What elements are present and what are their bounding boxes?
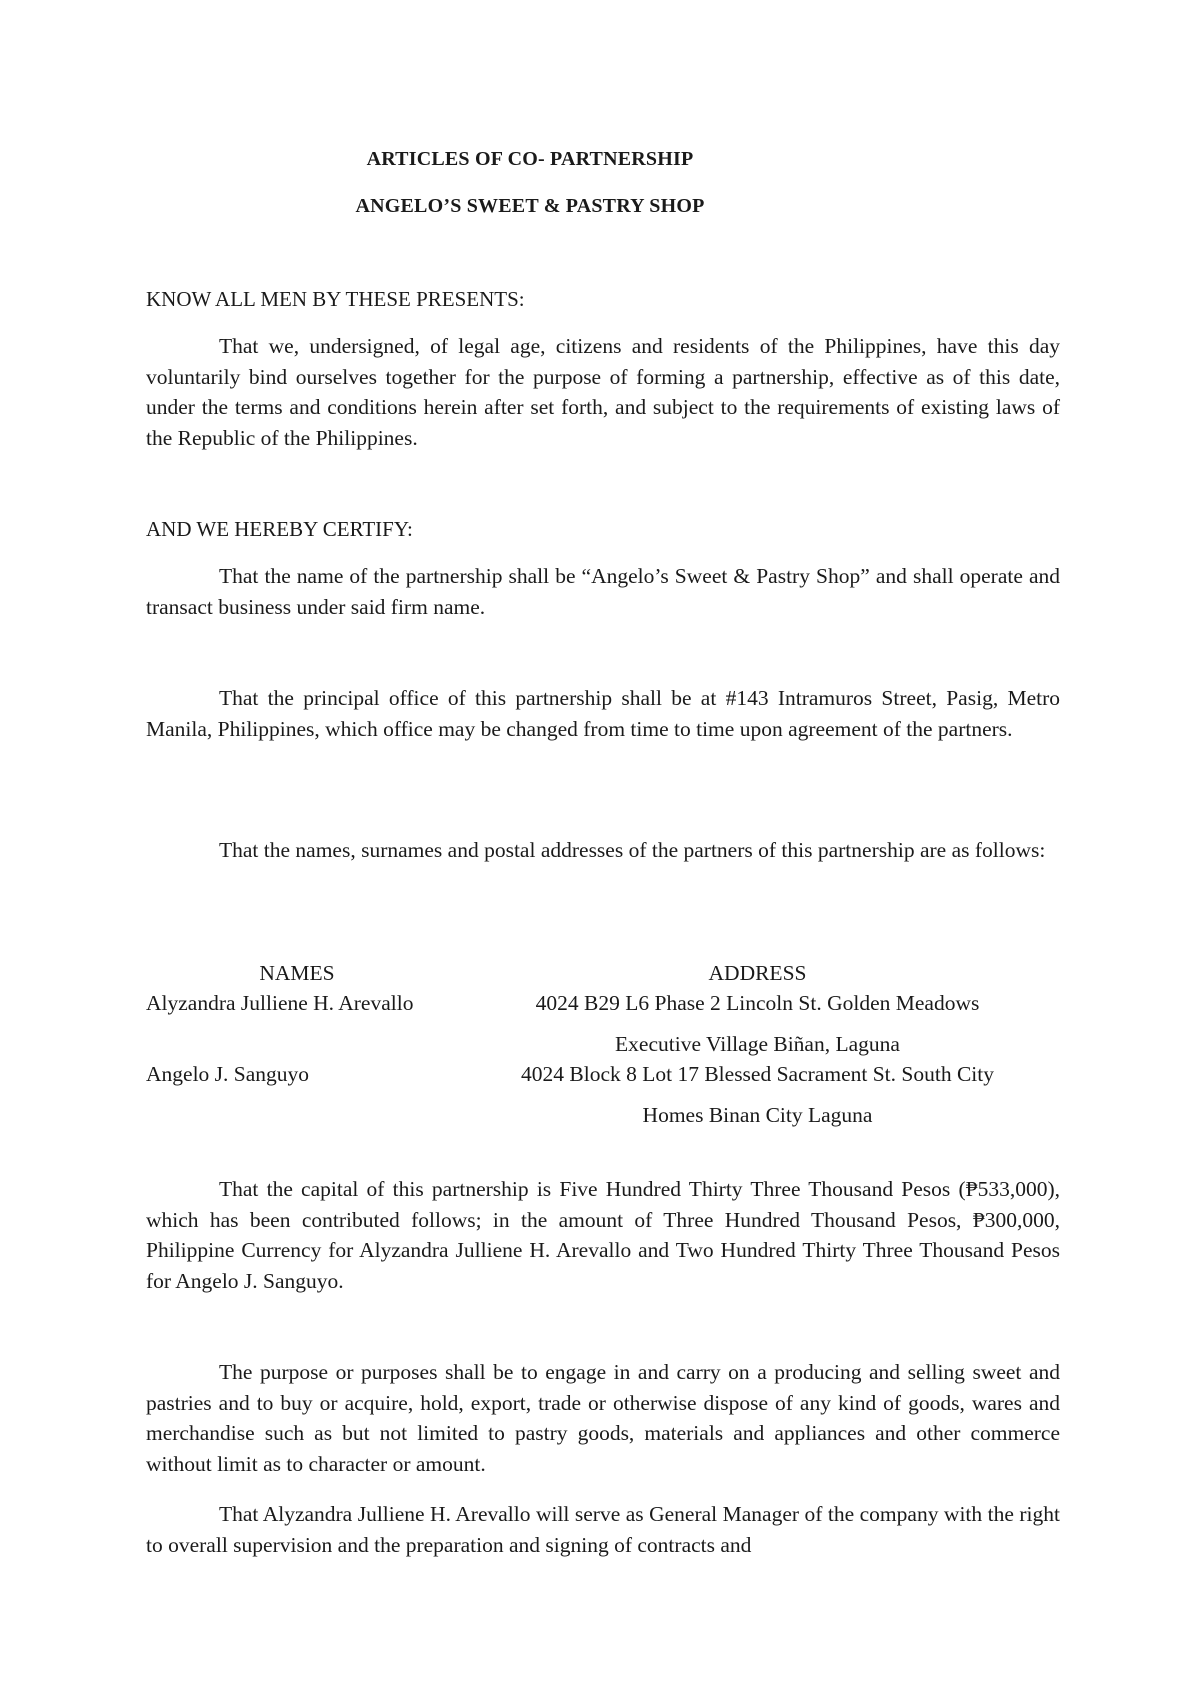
- certify-heading: AND WE HEREBY CERTIFY:: [146, 517, 413, 541]
- general-manager-paragraph: That Alyzandra Julliene H. Arevallo will serve as General Manager of the company with the right to overall supervision and the preparation and signing of contracts and: [146, 1502, 1060, 1557]
- names-column-header: NAMES: [259, 961, 335, 985]
- capital-paragraph: That the capital of this partnership is Five Hundred Thirty Three Thousand Pesos (₱533,000), which has been contributed follows; in the amount of Three Hundred Thousand Pesos, ₱300,000, Philippine Currency for Alyzandra Julliene H. Arevallo and Two Hundred Thirty Three Thousand Pesos for Angelo J. Sanguyo.: [146, 1177, 1060, 1293]
- address-column-header: ADDRESS: [708, 961, 807, 985]
- principal-office-paragraph: That the principal office of this partnership shall be at #143 Intramuros Street, Pasig, Metro Manila, Philippines, which office may be changed from time to time upon agreement of the partners.: [146, 686, 1060, 741]
- partner-name: Alyzandra Julliene H. Arevallo: [146, 991, 414, 1015]
- partners-intro-paragraph: That the names, surnames and postal addresses of the partners of this partnership are as follows:: [219, 838, 1046, 862]
- purpose-paragraph: The purpose or purposes shall be to engage in and carry on a producing and selling sweet and pastries and to buy or acquire, hold, export, trade or otherwise dispose of any kind of goods, wares and merchandise such as but not limited to pastry goods, materials and appliances and other commerce without limit as to character or amount.: [146, 1360, 1060, 1476]
- partner-address-line: Homes Binan City Laguna: [642, 1103, 873, 1127]
- document-title: ARTICLES OF CO- PARTNERSHIP: [366, 148, 694, 170]
- know-all-heading: KNOW ALL MEN BY THESE PRESENTS:: [146, 287, 525, 311]
- partnership-name-paragraph: That the name of the partnership shall be “Angelo’s Sweet & Pastry Shop” and shall operate and transact business under said firm name.: [146, 564, 1060, 619]
- intro-paragraph: That we, undersigned, of legal age, citizens and residents of the Philippines, have this day voluntarily bind ourselves together for the purpose of forming a partnership, effective as of this date, under the terms and conditions herein after set forth, and subject to the requirements of existing laws of the Republic of the Philippines.: [146, 334, 1060, 450]
- partner-name: Angelo J. Sanguyo: [146, 1062, 310, 1086]
- partner-address-line: 4024 B29 L6 Phase 2 Lincoln St. Golden Meadows: [535, 991, 980, 1015]
- partner-address-line: 4024 Block 8 Lot 17 Blessed Sacrament St. South City: [521, 1062, 994, 1086]
- partner-address-line: Executive Village Biñan, Laguna: [615, 1032, 900, 1056]
- document-subtitle: ANGELO’S SWEET & PASTRY SHOP: [355, 195, 705, 217]
